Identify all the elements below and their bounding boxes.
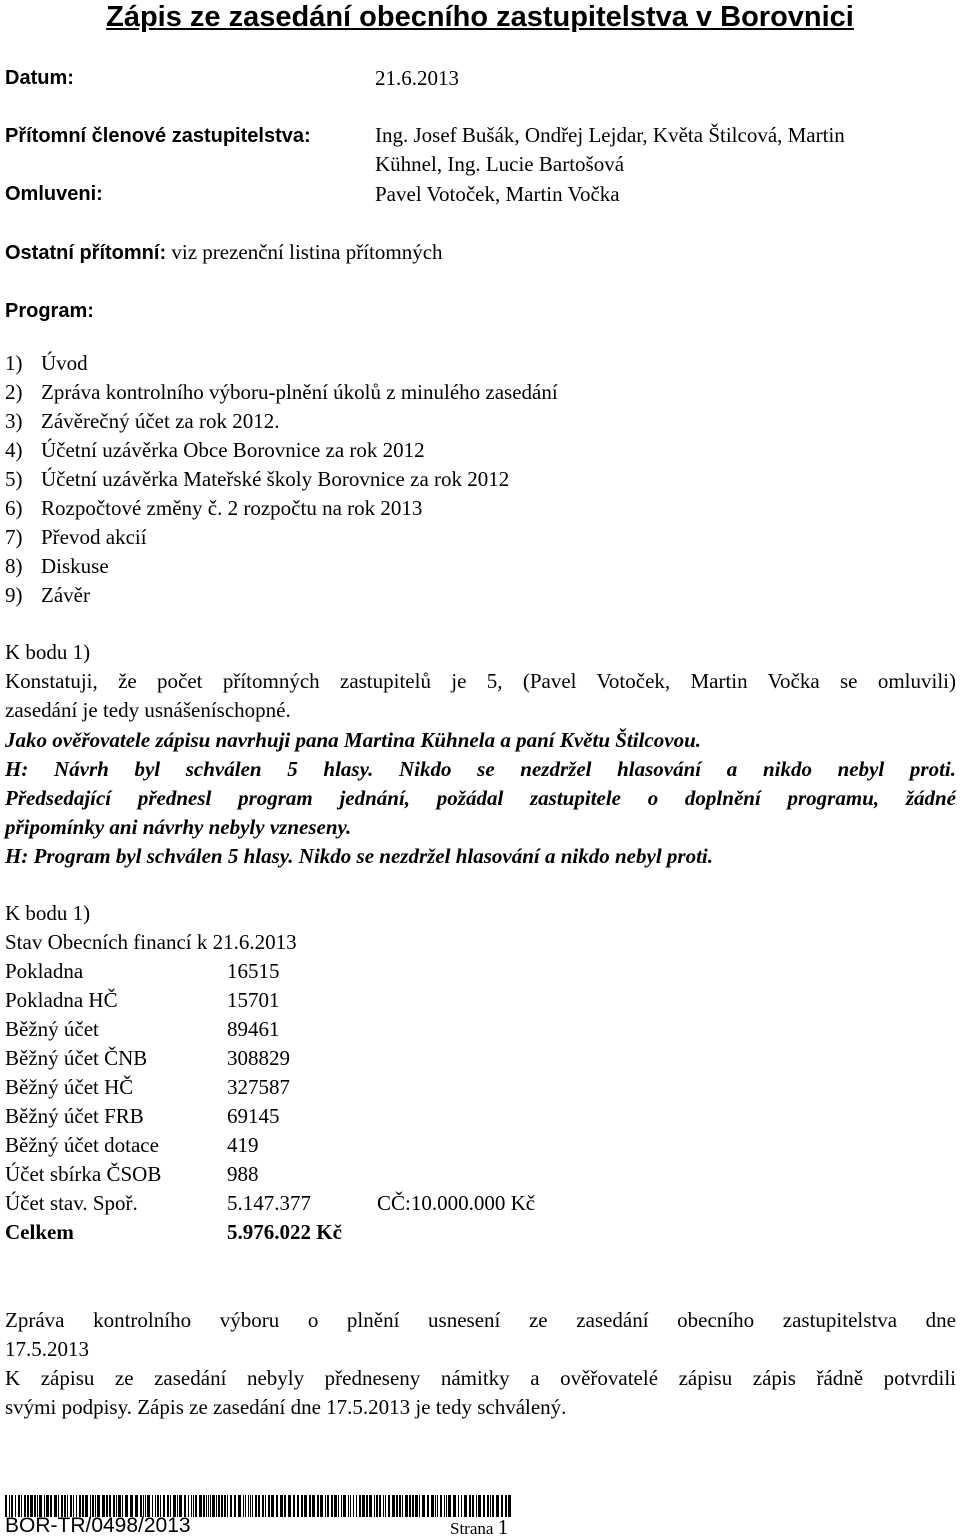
total-value: 5.976.022 Kč [227, 1220, 342, 1244]
program-label: Program: [5, 300, 94, 322]
bod1-heading: K bodu 1) [5, 640, 91, 664]
program-item: 5) Účetní uzávěrka Mateřské školy Borovnice za rok 2012 [5, 467, 510, 491]
ostatni-value: viz prezenční listina přítomných [166, 240, 443, 264]
program-list [5, 349, 558, 610]
ostatni-pritomni [5, 238, 443, 268]
omluveni-value: Pavel Votoček, Martin Vočka [375, 182, 620, 206]
page-label: Strana [450, 1519, 494, 1538]
bod1b-heading: K bodu 1) [5, 901, 91, 925]
program-item: 3) Závěrečný účet za rok 2012. [5, 409, 280, 433]
zprava-line-1: Zpráva kontrolního výboru o plnění usnesení ze zasedání obecního zastupitelstva dne [5, 1308, 956, 1332]
program-item: 6) Rozpočtové změny č. 2 rozpočtu na rok 2013 [5, 496, 423, 520]
zprava-line-3: K zápisu ze zasedání nebyly předneseny námitky a ověřovatelé zápisu zápis řádně potvrdili [5, 1366, 956, 1390]
predsedajici-line-2: připomínky ani návrhy nebyly vzneseny. [5, 815, 352, 839]
pritomni-label: Přítomní členové zastupitelstva: [5, 125, 311, 147]
hlasovani-2: H: Program byl schválen 5 hlasy. Nikdo se nezdržel hlasování a nikdo nebyl proti. [5, 844, 713, 868]
finance-title: Stav Obecních financí k 21.6.2013 [5, 930, 297, 954]
program-item: 4) Účetní uzávěrka Obce Borovnice za rok 2012 [5, 438, 425, 462]
document-id: BOR-TR/0498/2013 [5, 1514, 191, 1537]
pritomni-line-1: Ing. Josef Bušák, Ondřej Lejdar, Květa Štilcová, Martin [375, 123, 845, 147]
omluveni-label: Omluveni: [5, 183, 103, 205]
ostatni-label: Ostatní přítomní: [5, 242, 167, 264]
datum-label: Datum: [5, 67, 74, 89]
program-item: 1) Úvod [5, 351, 88, 375]
pritomni-line-2: Kühnel, Ing. Lucie Bartošová [375, 152, 625, 176]
program-item: 2) Zpráva kontrolního výboru-plnění úkolů z minulého zasedání [5, 380, 558, 404]
total-label: Celkem [5, 1220, 74, 1244]
page-indicator [450, 1517, 508, 1539]
page-number: 1 [497, 1515, 509, 1539]
datum-value: 21.6.2013 [375, 66, 459, 90]
document-title: Zápis ze zasedání obecního zastupitelstva v Borovnici [106, 1, 854, 33]
bod1-text-line-2: zasedání je tedy usnášeníschopné. [5, 698, 291, 722]
program-item: 8) Diskuse [5, 554, 109, 578]
predsedajici-line-1: Předsedající přednesl program jednání, požádal zastupitele o doplnění programu, žádné [5, 786, 956, 810]
zprava-line-4: svými podpisy. Zápis ze zasedání dne 17.5.2013 je tedy schválený. [5, 1395, 567, 1419]
program-item: 9) Závěr [5, 583, 90, 607]
bod1-text-line-1: Konstatuji, že počet přítomných zastupitelů je 5, (Pavel Votoček, Martin Vočka se omluvili) [5, 669, 956, 693]
program-item: 7) Převod akcií [5, 525, 147, 549]
zprava-line-2: 17.5.2013 [5, 1337, 89, 1361]
overovatele-text: Jako ověřovatele zápisu navrhuji pana Martina Kühnela a paní Květu Štilcovou. [5, 728, 702, 752]
hlasovani-1: H: Návrh byl schválen 5 hlasy. Nikdo se nezdržel hlasování a nikdo nebyl proti. [5, 757, 956, 781]
